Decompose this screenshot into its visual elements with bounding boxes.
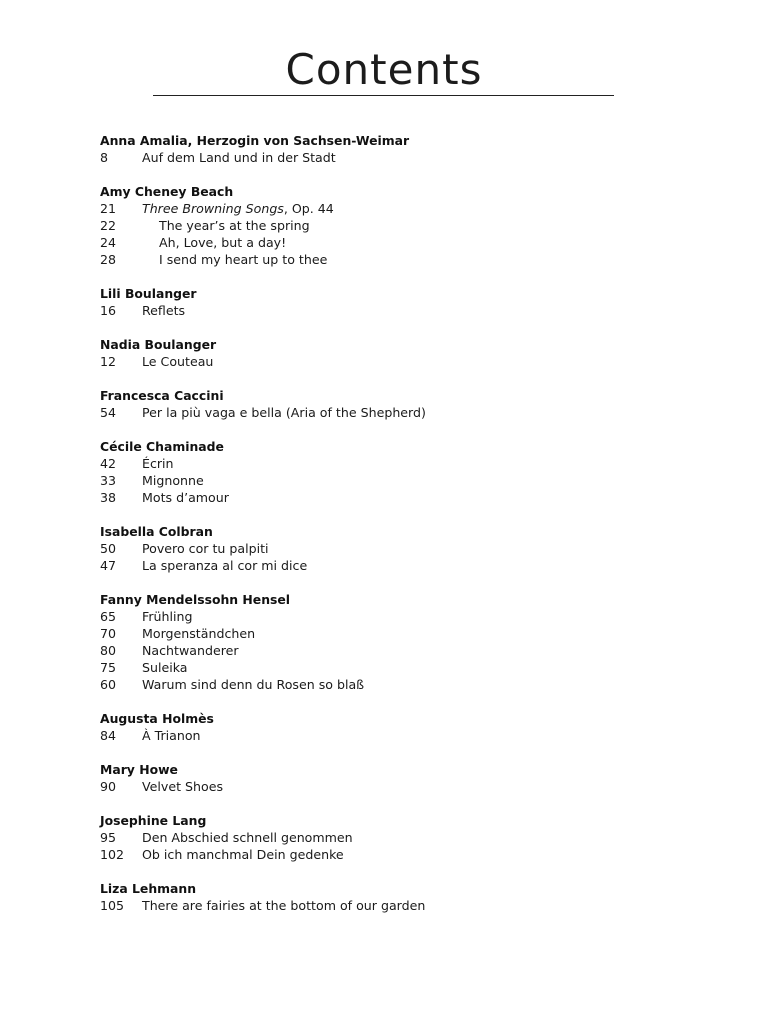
piece-title: Per la più vaga e bella (Aria of the Shepherd) [142,405,426,420]
toc-entry[interactable] [100,149,660,166]
toc-entry[interactable] [100,234,660,251]
toc-entry[interactable] [100,217,660,234]
toc-entry[interactable] [100,625,660,642]
piece-title: Nachtwanderer [142,643,239,658]
page-number: 54 [100,405,117,420]
composer-name: Amy Cheney Beach [100,184,234,199]
piece-title: Warum sind denn du Rosen so blaß [142,677,365,692]
page-number: 70 [100,626,117,641]
piece-title: Den Abschied schnell genommen [142,830,353,845]
page-number: 90 [100,779,117,794]
composer-group [100,710,660,744]
composer-group [100,438,660,506]
composer-name: Josephine Lang [100,813,207,828]
composer-group [100,812,660,863]
song-set-title [142,200,334,217]
piece-title: Auf dem Land und in der Stadt [142,150,336,165]
piece-title: I send my heart up to thee [159,252,328,267]
page-number: 24 [100,235,117,250]
title-rule [153,95,614,96]
toc-entry[interactable] [100,472,660,489]
toc-entry[interactable] [100,455,660,472]
composer-group [100,285,660,319]
page-number: 50 [100,541,117,556]
piece-title: Ah, Love, but a day! [159,235,287,250]
piece-title: Mignonne [142,473,204,488]
composer-group [100,336,660,370]
piece-title: À Trianon [142,728,201,743]
page-number: 16 [100,303,117,318]
toc-entry[interactable] [100,540,660,557]
piece-title: Mots d’amour [142,490,229,505]
piece-title: Morgenständchen [142,626,256,641]
piece-title: Povero cor tu palpiti [142,541,269,556]
toc-entry[interactable] [100,829,660,846]
table-of-contents [100,132,660,931]
composer-name: Augusta Holmès [100,711,214,726]
page-number: 8 [100,150,109,165]
composer-group [100,387,660,421]
toc-entry[interactable] [100,608,660,625]
toc-entry[interactable] [100,353,660,370]
piece-title: Reflets [142,303,186,318]
page-number: 80 [100,643,117,658]
composer-name: Nadia Boulanger [100,337,217,352]
piece-title: Le Couteau [142,354,214,369]
page-number: 22 [100,218,117,233]
toc-entry[interactable] [100,404,660,421]
page-number: 33 [100,473,117,488]
toc-entry[interactable] [100,659,660,676]
composer-name: Fanny Mendelssohn Hensel [100,592,291,607]
toc-entry[interactable] [100,557,660,574]
page-number: 102 [100,847,125,862]
composer-name: Mary Howe [100,762,178,777]
composer-group [100,523,660,574]
piece-title: Velvet Shoes [142,779,224,794]
opus-number: , Op. 44 [283,201,334,216]
page-number: 42 [100,456,117,471]
piece-title: Frühling [142,609,193,624]
composer-name: Francesca Caccini [100,388,224,403]
composer-group [100,880,660,914]
toc-entry[interactable] [100,846,660,863]
page-number: 60 [100,677,117,692]
page-number: 28 [100,252,117,267]
toc-entry[interactable] [100,676,660,693]
toc-entry[interactable] [100,778,660,795]
composer-name: Lili Boulanger [100,286,197,301]
page-number: 75 [100,660,117,675]
composer-group [100,183,660,268]
toc-entry-song-set[interactable] [100,200,660,217]
song-set-name: Three Browning Songs [142,201,284,216]
toc-entry[interactable] [100,251,660,268]
composer-name: Isabella Colbran [100,524,213,539]
page-number: 21 [100,201,117,216]
page-number: 12 [100,354,117,369]
piece-title: Écrin [142,456,174,471]
page-number: 84 [100,728,117,743]
composer-group [100,591,660,693]
toc-entry[interactable] [100,642,660,659]
page-number: 105 [100,898,125,913]
composer-name: Liza Lehmann [100,881,197,896]
composer-group [100,132,660,166]
composer-name: Cécile Chaminade [100,439,224,454]
page-number: 47 [100,558,117,573]
composer-group [100,761,660,795]
toc-entry[interactable] [100,727,660,744]
page-number: 38 [100,490,117,505]
toc-entry[interactable] [100,302,660,319]
toc-entry[interactable] [100,897,660,914]
piece-title: The year’s at the spring [159,218,310,233]
page-number: 95 [100,830,117,845]
piece-title: There are fairies at the bottom of our garden [142,898,426,913]
toc-entry[interactable] [100,489,660,506]
composer-name: Anna Amalia, Herzogin von Sachsen-Weimar [100,133,410,148]
piece-title: Ob ich manchmal Dein gedenke [142,847,344,862]
page-number: 65 [100,609,117,624]
piece-title: La speranza al cor mi dice [142,558,308,573]
page-title: Contents [285,45,483,94]
piece-title: Suleika [142,660,188,675]
